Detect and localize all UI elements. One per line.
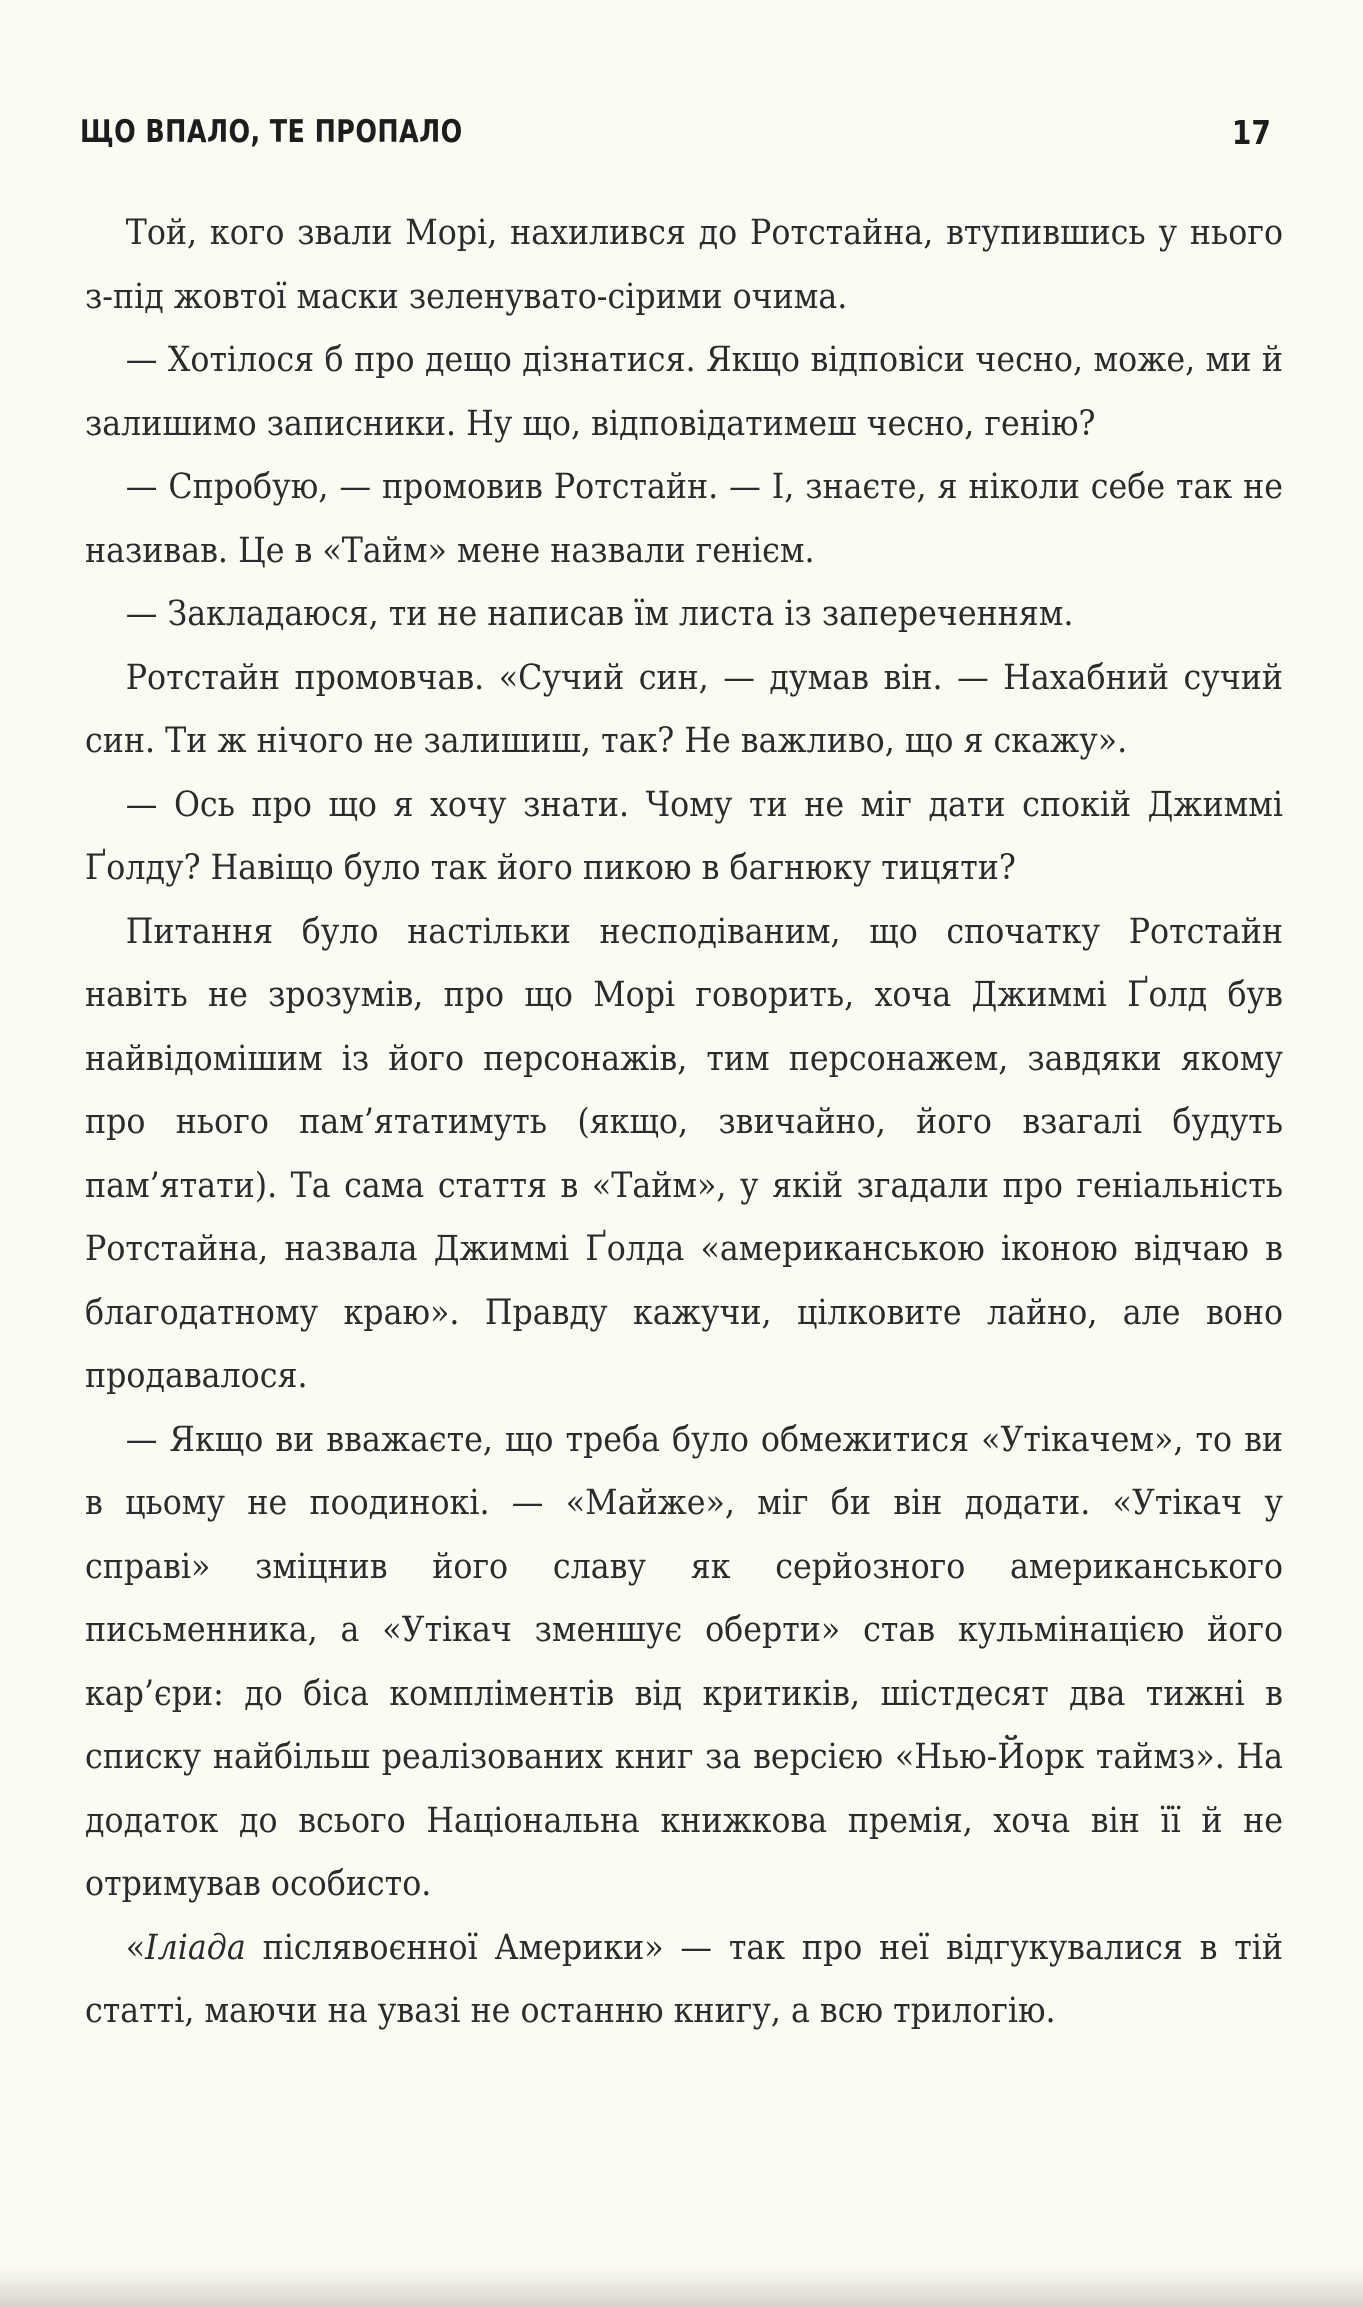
paragraph: — Закладаюся, ти не написав їм листа із запереченням. xyxy=(125,594,1074,634)
paragraph: Питання було настільки несподіваним, що спочатку Ротстайн навіть не зрозумів, про що Морі говорить, хоча Джиммі Ґолд був найвідомішим із його персонажів, тим персонажем, завдяки якому про нього пам’ятатимуть (якщо, звичайно, його взагалі будуть пам’ятати). Та сама стаття в «Тайм», у якій згадали про геніальність Ротстайна, назвала Джиммі Ґолда «американською іконою відчаю в благодатному краю». Правду кажучи, цілковите лайно, але воно продавалося. xyxy=(85,911,1284,1396)
paragraph: Той, кого звали Морі, нахилився до Ротстайна, втупившись у нього з-під жовтої маски зеленувато-сірими очима. xyxy=(85,213,1284,317)
paragraph: — Хотілося б про дещо дізнатися. Якщо відповіси чесно, може, ми й залишимо записники. Ну що, відповідатимеш чесно, генію? xyxy=(85,340,1284,444)
page-number: 17 xyxy=(1231,112,1271,152)
paragraph-rest: післявоєнної Америки» — так про неї відгукувалися в тій статті, маючи на увазі не останню книгу, а всю трилогію. xyxy=(85,1927,1284,2031)
paragraph: Ротстайн промовчав. «Сучий син, — думав він. — Нахабний сучий син. Ти ж нічого не залишиш, так? Не важливо, що я скажу». xyxy=(85,657,1284,761)
running-head: ЩО ВПАЛО, ТЕ ПРОПАЛО xyxy=(80,114,463,150)
italic-title: Іліада xyxy=(145,1927,246,1968)
quote-open: « xyxy=(125,1927,146,1968)
paragraph-last xyxy=(85,1917,1283,2044)
page-header xyxy=(80,112,1271,152)
body-text xyxy=(85,202,1283,2044)
paragraph: — Ось про що я хочу знати. Чому ти не міг дати спокій Джиммі Ґолду? Навіщо було так його пикою в багнюку тицяти? xyxy=(85,784,1284,888)
paragraph: — Якщо ви вважаєте, що треба було обмежитися «Утікачем», то ви в цьому не поодинокі. — «Майже», міг би він додати. «Утікач у справі» зміцнив його славу як серйозного американського письменника, а «Утікач зменшує оберти» став кульмінацією його кар’єри: до біса компліментів від критиків, шістдесят два тижні в списку найбільш реалізованих книг за версією «Нью-Йорк таймз». На додаток до всього Національна книжкова премія, хоча він її й не отримував особисто. xyxy=(85,1419,1284,1904)
paragraph: — Спробую, — промовив Ротстайн. — І, знаєте, я ніколи себе так не називав. Це в «Тайм» мене назвали генієм. xyxy=(85,467,1284,571)
page-edge-shadow xyxy=(0,2267,1363,2307)
